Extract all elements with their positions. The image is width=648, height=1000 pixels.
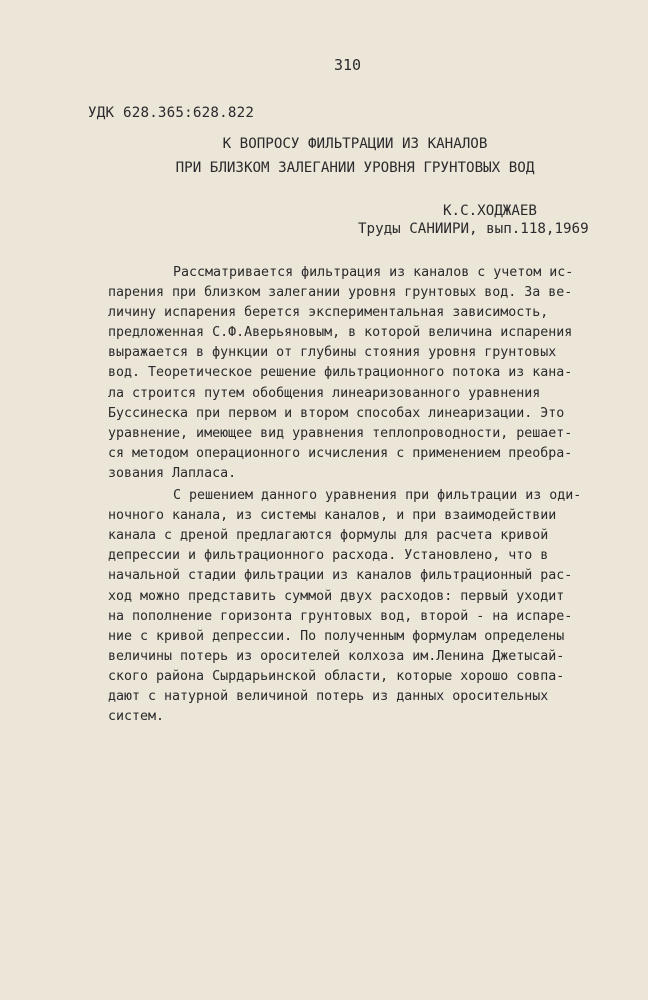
- page-number: 310: [334, 56, 362, 74]
- text-line: ход можно представить суммой двух расходов: первый уходит: [108, 588, 565, 604]
- text-line: ского района Сырдарьинской области, которые хорошо совпа-: [108, 668, 565, 684]
- text-line: ся методом операционного исчисления с применением преобра-: [108, 445, 573, 461]
- text-line: ние с кривой депрессии. По полученным формулам определены: [108, 628, 565, 644]
- text-line: ночного канала, из системы каналов, и при взаимодействии: [108, 508, 557, 524]
- author: К.С.ХОДЖАЕВ: [443, 203, 537, 219]
- text-line: величины потерь из оросителей колхоза им.Ленина Джетысай-: [108, 648, 565, 664]
- text-line: вод. Теоретическое решение фильтрационного потока из кана-: [108, 365, 573, 381]
- text-line: ла строится путем обобщения линеаризованного уравнения: [108, 385, 541, 401]
- text-line: уравнение, имеющее вид уравнения теплопроводности, решает-: [108, 425, 573, 441]
- title-line-2: ПРИ БЛИЗКОМ ЗАЛЕГАНИИ УРОВНЯ ГРУНТОВЫХ ВОД: [175, 160, 535, 176]
- text-line: зования Лапласа.: [108, 465, 237, 481]
- text-line: начальной стадии фильтрации из каналов фильтрационный рас-: [108, 568, 573, 584]
- text-line: выражается в функции от глубины стояния уровня грунтовых: [108, 345, 557, 361]
- text-line: на пополнение горизонта грунтовых вод, второй - на испаре-: [108, 608, 573, 624]
- title-line-1: К ВОПРОСУ ФИЛЬТРАЦИИ ИЗ КАНАЛОВ: [222, 136, 488, 152]
- text-line: дают с натурной величиной потерь из данных оросительных: [108, 688, 549, 704]
- text-line: С решением данного уравнения при фильтрации из оди-: [173, 488, 582, 504]
- udk-classification: УДК 628.365:628.822: [88, 105, 255, 121]
- paragraph-2: [108, 486, 588, 727]
- article-title: [120, 132, 590, 180]
- text-line: канала с дреной предлагаются формулы для расчета кривой: [108, 528, 549, 544]
- abstract-body: [108, 263, 588, 727]
- text-line: депрессии и фильтрационного расхода. Установлено, что в: [108, 548, 549, 564]
- publication-source: Труды САНИИРИ, вып.118,1969: [358, 221, 589, 237]
- text-line: личину испарения берется экспериментальная зависимость,: [108, 305, 549, 321]
- text-line: систем.: [108, 709, 165, 725]
- text-line: Буссинеска при первом и втором способах линеаризации. Это: [108, 405, 565, 421]
- text-line: парения при близком залегании уровня грунтовых вод. За ве-: [108, 285, 573, 301]
- paragraph-1: [108, 263, 588, 484]
- text-line: предложенная С.Ф.Аверьяновым, в которой величина испарения: [108, 325, 573, 341]
- text-line: Рассматривается фильтрация из каналов с учетом ис-: [173, 265, 574, 280]
